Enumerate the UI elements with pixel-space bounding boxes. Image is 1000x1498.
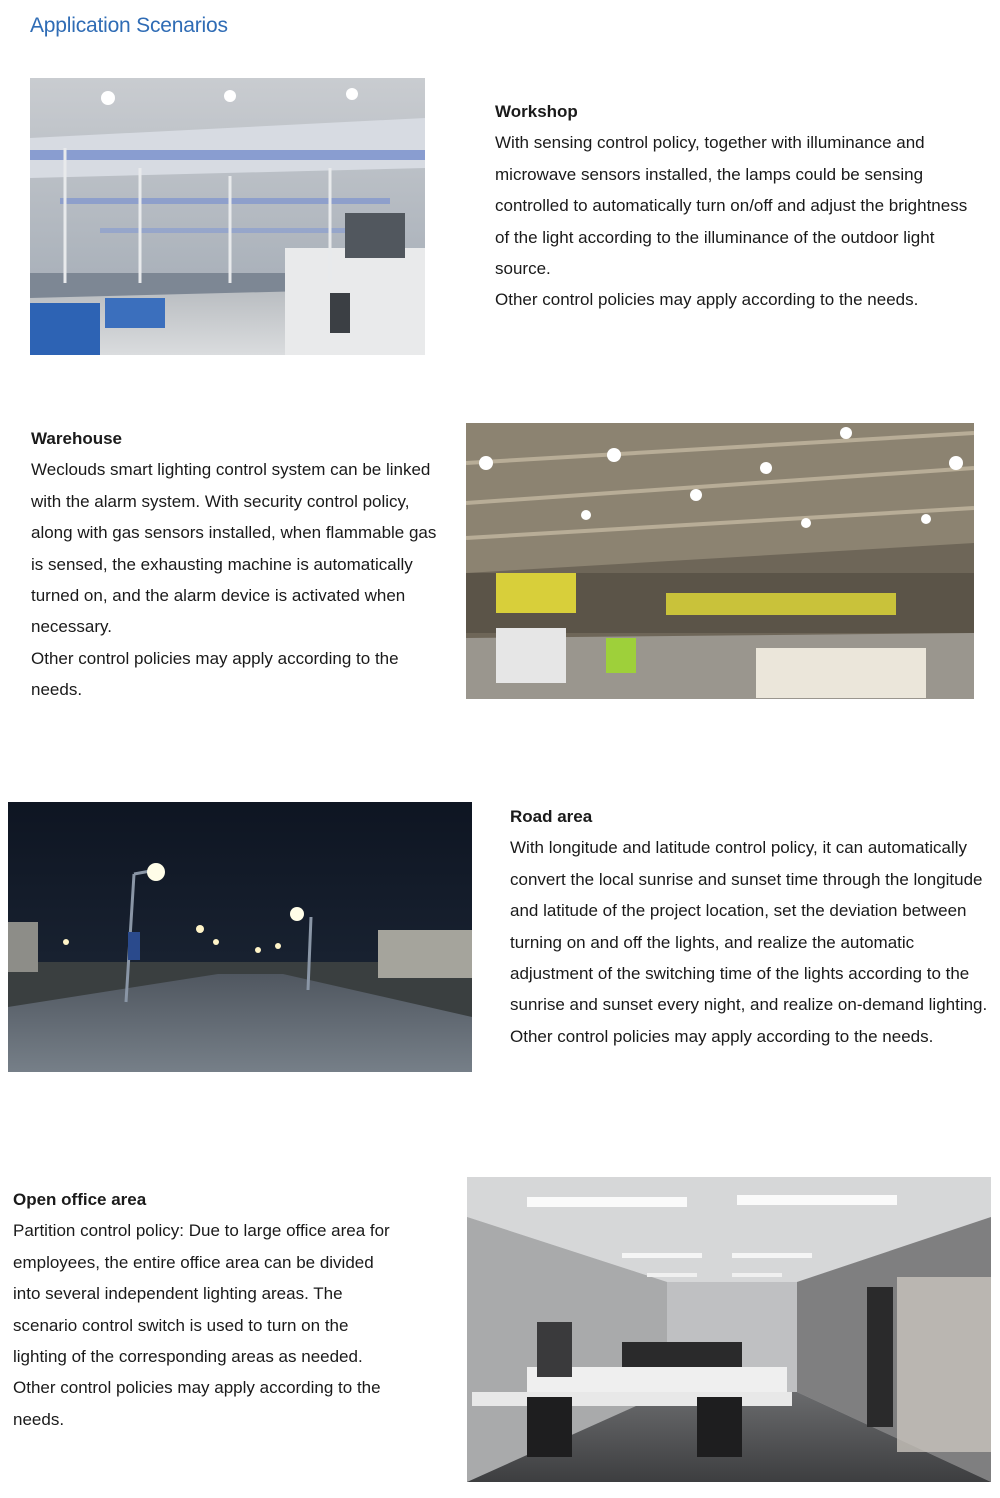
office-text: [13, 1184, 393, 1435]
workshop-note: Other control policies may apply according to the needs.: [495, 290, 919, 310]
workshop-text: [495, 96, 975, 316]
workshop-description: With sensing control policy, together with illuminance and microwave sensors installed, the lamps could be sensing controlled to automatically turn on/off and adjust the brightness of the light according to the illuminance of the outdoor light source.: [495, 133, 968, 279]
warehouse-text: [31, 423, 441, 706]
warehouse-heading: Warehouse: [31, 429, 123, 448]
road-description: With longitude and latitude control policy, it can automatically convert the local sunrise and sunset time through the longitude and latitude of the project location, set the deviation between turning on and off the lights, and realize the automatic adjustment of the switching time of the lights according to the sunrise and sunset every night, and realize on-demand lighting.: [510, 838, 988, 1015]
warehouse-note: Other control policies may apply according to the needs.: [31, 648, 399, 700]
page-title: Application Scenarios: [30, 14, 228, 37]
road-heading: Road area: [510, 807, 593, 826]
office-description: Partition control policy: Due to large office area for employees, the entire office area can be divided into several independent lighting areas. The scenario control switch is used to turn on the lighting of the corresponding areas as needed.: [13, 1221, 390, 1367]
workshop-heading: Workshop: [495, 102, 578, 121]
road-photo: [8, 802, 472, 1072]
office-note: Other control policies may apply according to the needs.: [13, 1378, 381, 1429]
warehouse-description: Weclouds smart lighting control system can be linked with the alarm system. With security control policy, along with gas sensors installed, when flammable gas is sensed, the exhausting machine is automatically turned on, and the alarm device is activated when necessary.: [31, 460, 437, 637]
road-note: Other control policies may apply according to the needs.: [510, 1026, 934, 1046]
office-photo: [467, 1177, 991, 1482]
road-text: [510, 801, 990, 1052]
workshop-photo: [30, 78, 425, 355]
warehouse-photo: [466, 423, 974, 699]
office-heading: Open office area: [13, 1190, 147, 1209]
